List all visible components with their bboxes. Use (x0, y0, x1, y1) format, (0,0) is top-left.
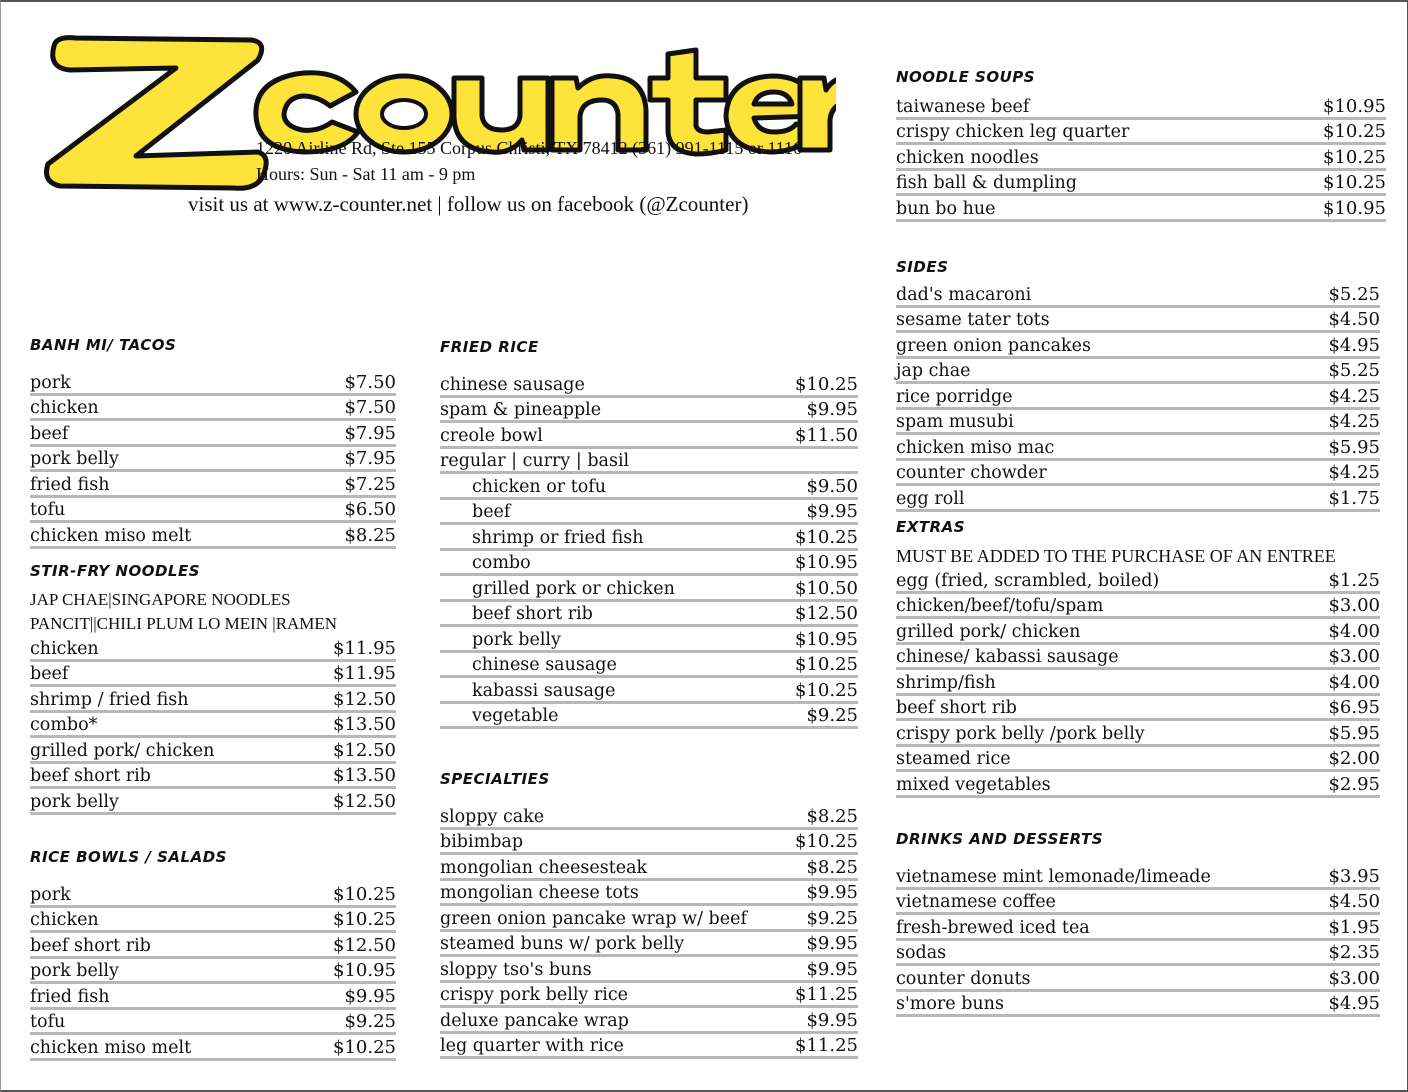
menu-item-name: crispy pork belly rice (440, 985, 628, 1005)
menu-item-row (440, 653, 858, 679)
menu-item-name: pork belly (472, 629, 561, 650)
menu-item-row (440, 372, 858, 398)
menu-item-price: $10.25 (1323, 172, 1386, 193)
section-note: PANCIT||CHILI PLUM LO MEIN |RAMEN (30, 614, 338, 633)
menu-item-row (440, 525, 858, 551)
menu-item-price: $4.95 (1328, 993, 1380, 1014)
menu-item-name: chicken or tofu (472, 476, 607, 497)
menu-item-price: $11.95 (333, 637, 396, 659)
menu-item-name: counter donuts (896, 968, 1031, 989)
menu-item-name: chicken/beef/tofu/spam (896, 596, 1104, 616)
menu-item-name: steamed rice (896, 749, 1011, 769)
menu-item-row (30, 789, 396, 815)
menu-item-name: leg quarter with rice (440, 1036, 624, 1056)
menu-item-row (440, 804, 858, 830)
menu-item-row (440, 1034, 858, 1060)
menu-item-row (440, 423, 858, 449)
menu-item-name: chicken noodles (896, 147, 1039, 168)
section-stir-fry (30, 562, 396, 815)
menu-item-row (896, 721, 1380, 747)
menu-item-price: $7.50 (344, 371, 396, 393)
menu-item-price: $4.00 (1328, 671, 1380, 693)
menu-item-row (30, 738, 396, 764)
menu-item-price: $7.25 (344, 473, 396, 495)
menu-item-name: crispy pork belly /pork belly (896, 723, 1145, 744)
menu-item-row (30, 662, 396, 688)
menu-item-price: $7.95 (344, 448, 396, 469)
section-title: EXTRAS (896, 518, 966, 536)
menu-item-row (896, 619, 1380, 645)
menu-item-row (440, 602, 858, 628)
menu-item-row (896, 966, 1380, 992)
menu-item-row (896, 384, 1380, 410)
menu-item-row (440, 449, 858, 475)
menu-item-name: shrimp / fried fish (30, 689, 189, 710)
menu-item-name: jap chae (896, 361, 971, 381)
menu-item-row (440, 704, 858, 730)
menu-item-price: $4.25 (1328, 462, 1380, 483)
menu-item-row (30, 472, 396, 498)
menu-item-row (440, 1008, 858, 1034)
menu-item-name: beef short rib (30, 935, 151, 956)
menu-item-row (896, 282, 1380, 308)
menu-item-name: spam & pineapple (440, 400, 602, 420)
menu-item-name: beef short rib (896, 698, 1017, 718)
menu-item-price: $5.95 (1328, 722, 1380, 744)
menu-item-row (440, 906, 858, 932)
menu-item-row (440, 983, 858, 1009)
menu-item-price: $10.95 (1323, 197, 1386, 219)
menu-item-price: $10.25 (795, 679, 858, 701)
menu-item-row (30, 908, 396, 934)
menu-item-price: $9.95 (806, 933, 858, 954)
menu-item-row (30, 984, 396, 1010)
menu-item-name: fried fish (30, 986, 110, 1007)
menu-item-row (896, 915, 1380, 941)
menu-item-name: chicken miso melt (30, 525, 192, 546)
menu-item-price: $3.95 (1328, 865, 1380, 887)
menu-item-name: kabassi sausage (472, 680, 616, 701)
menu-item-price: $9.25 (806, 907, 858, 929)
section-note: JAP CHAE|SINGAPORE NOODLES (30, 590, 291, 609)
menu-item-name: green onion pancakes (896, 335, 1091, 356)
menu-item-name: vietnamese mint lemonade/limeade (896, 866, 1211, 887)
menu-item-price: $2.00 (1328, 748, 1380, 769)
section-note: MUST BE ADDED TO THE PURCHASE OF AN ENTREE (896, 546, 1336, 566)
menu-item-row (896, 171, 1386, 197)
menu-item-price: $9.95 (806, 882, 858, 903)
section-title: SPECIALTIES (440, 770, 550, 788)
menu-item-row (440, 678, 858, 704)
menu-item-row (440, 855, 858, 881)
menu-item-price: $10.25 (795, 654, 858, 675)
menu-item-price: $10.25 (795, 526, 858, 548)
menu-item-row (440, 551, 858, 577)
menu-item-name: pork belly (30, 449, 119, 469)
section-sides (896, 258, 1380, 512)
menu-item-row (440, 627, 858, 653)
menu-item-row (440, 932, 858, 958)
menu-item-price: $13.50 (333, 765, 396, 786)
menu-item-price: $8.25 (344, 524, 396, 546)
menu-item-name: creole bowl (440, 425, 543, 446)
menu-item-row (896, 435, 1380, 461)
menu-item-price: $12.50 (333, 934, 396, 956)
menu-item-name: pork (30, 372, 71, 393)
menu-item-row (30, 1010, 396, 1036)
menu-item-row (896, 486, 1380, 512)
menu-item-name: sloppy cake (440, 806, 545, 827)
menu-item-name: crispy chicken leg quarter (896, 122, 1130, 142)
menu-item-name: chicken (30, 638, 99, 659)
menu-item-price: $10.95 (1323, 95, 1386, 117)
menu-item-price: $4.00 (1328, 620, 1380, 642)
menu-item-name: egg roll (896, 488, 965, 509)
menu-item-price: $8.25 (806, 856, 858, 878)
menu-item-row (896, 145, 1386, 171)
menu-item-row (30, 498, 396, 524)
menu-item-name: shrimp/fish (896, 672, 996, 693)
menu-item-price: $10.95 (795, 628, 858, 650)
menu-item-price: $4.50 (1328, 309, 1380, 330)
menu-item-price: $9.95 (806, 958, 858, 980)
menu-item-price: $10.50 (795, 577, 858, 599)
menu-item-row (896, 645, 1380, 671)
menu-item-name: grilled pork or chicken (472, 578, 675, 599)
menu-item-price: $10.95 (795, 552, 858, 573)
menu-item-name: steamed buns w/ pork belly (440, 934, 685, 954)
menu-item-price: $4.25 (1328, 411, 1380, 432)
menu-item-price: $12.50 (333, 688, 396, 710)
menu-item-row (896, 196, 1386, 222)
menu-item-price: $8.25 (806, 805, 858, 827)
menu-item-name: chicken miso melt (30, 1037, 192, 1058)
menu-item-name: taiwanese beef (896, 96, 1030, 117)
menu-item-price: $2.35 (1328, 942, 1380, 963)
menu-item-price: $11.25 (795, 984, 858, 1005)
menu-item-price: $3.00 (1328, 646, 1380, 667)
menu-item-name: fried fish (30, 474, 110, 495)
menu-item-name: fresh-brewed iced tea (896, 917, 1090, 938)
menu-item-price: $10.25 (333, 883, 396, 905)
menu-item-price: $9.95 (806, 399, 858, 420)
menu-item-row (896, 890, 1380, 916)
menu-item-name: dad's macaroni (896, 284, 1032, 305)
menu-item-row (896, 941, 1380, 967)
menu-item-name: sodas (896, 943, 947, 963)
menu-item-price: $10.25 (333, 909, 396, 930)
menu-item-name: sesame tater tots (896, 310, 1050, 330)
menu-item-row (30, 447, 396, 473)
menu-item-row (440, 881, 858, 907)
menu-item-price: $1.95 (1328, 916, 1380, 938)
menu-item-row (896, 864, 1380, 890)
menu-item-price: $12.50 (333, 739, 396, 761)
menu-item-price: $9.95 (806, 1009, 858, 1031)
menu-item-name: vegetable (472, 706, 559, 726)
menu-item-name: grilled pork/ chicken (896, 621, 1081, 642)
menu-item-row (896, 696, 1380, 722)
menu-item-row (896, 568, 1380, 594)
menu-item-row (30, 1035, 396, 1061)
menu-item-price: $7.95 (344, 422, 396, 444)
menu-item-name: beef (472, 502, 511, 522)
section-title: RICE BOWLS / SALADS (30, 848, 227, 866)
menu-item-price: $9.95 (806, 501, 858, 522)
menu-item-name: deluxe pancake wrap (440, 1010, 629, 1031)
menu-item-price: $10.25 (795, 373, 858, 395)
menu-item-price: $9.25 (806, 705, 858, 726)
menu-item-row (30, 959, 396, 985)
menu-item-price: $11.95 (333, 663, 396, 684)
website-facebook-line: visit us at www.z-counter.net | follow us on facebook (@Zcounter) (188, 192, 749, 216)
menu-item-name: counter chowder (896, 463, 1047, 483)
menu-item-price: $6.95 (1328, 697, 1380, 718)
menu-item-row (30, 396, 396, 422)
menu-item-name: s'more buns (896, 994, 1004, 1014)
menu-item-price: $11.50 (795, 424, 858, 446)
menu-item-row (896, 772, 1380, 798)
menu-item-price: $12.50 (333, 790, 396, 812)
menu-item-price: $6.50 (344, 499, 396, 520)
menu-item-price: $1.25 (1328, 569, 1380, 591)
menu-item-price: $10.95 (333, 960, 396, 981)
section-banh-mi (30, 336, 396, 549)
menu-item-name: beef short rib (472, 604, 593, 624)
menu-item-name: tofu (30, 1012, 66, 1032)
menu-item-name: shrimp or fried fish (472, 527, 644, 548)
section-title: SIDES (896, 258, 949, 276)
menu-item-row (896, 359, 1380, 385)
menu-item-name: sloppy tso's buns (440, 959, 592, 980)
menu-item-price: $10.25 (795, 831, 858, 852)
menu-item-row (896, 410, 1380, 436)
address: 1220 Airline Rd, Ste 155 Corpus Christi, TX 78412 (361) 991-1115 or 1116 (256, 138, 802, 158)
menu-item-name: grilled pork/ chicken (30, 740, 215, 761)
menu-item-row (896, 670, 1380, 696)
menu-item-name: fish ball & dumpling (896, 173, 1077, 193)
menu-item-name: beef (30, 423, 69, 444)
menu-item-price: $12.50 (795, 603, 858, 624)
section-title: NOODLE SOUPS (896, 68, 1036, 86)
menu-item-price: $4.50 (1328, 891, 1380, 912)
menu-item-name: vietnamese coffee (896, 892, 1056, 912)
menu-item-row (896, 594, 1380, 620)
menu-item-name: pork belly (30, 961, 119, 981)
menu-item-price: $13.50 (333, 714, 396, 735)
menu-item-name: pork belly (30, 791, 119, 812)
menu-item-price: $3.00 (1328, 967, 1380, 989)
menu-item-name: chicken miso mac (896, 437, 1055, 458)
hours: Hours: Sun - Sat 11 am - 9 pm (256, 164, 476, 184)
menu-item-name: tofu (30, 500, 66, 520)
menu-item-row (30, 523, 396, 549)
menu-item-row (30, 687, 396, 713)
menu-item-price: $4.95 (1328, 334, 1380, 356)
menu-item-row (440, 957, 858, 983)
menu-item-price: $10.25 (333, 1036, 396, 1058)
section-title: BANH MI/ TACOS (30, 336, 177, 354)
section-rice-bowls (30, 848, 396, 1061)
section-specialties (440, 770, 858, 1059)
section-title: STIR-FRY NOODLES (30, 562, 201, 580)
menu-item-name: mongolian cheese tots (440, 883, 639, 903)
menu-item-name: combo* (30, 715, 98, 735)
menu-item-name: beef (30, 664, 69, 684)
menu-item-price: $9.50 (806, 475, 858, 497)
menu-item-row (30, 636, 396, 662)
menu-item-name: rice porridge (896, 386, 1013, 407)
menu-item-row (30, 713, 396, 739)
menu-item-row (30, 764, 396, 790)
menu-item-name: green onion pancake wrap w/ beef (440, 908, 747, 929)
menu-item-name: chicken (30, 398, 99, 418)
menu-item-name: pork (30, 884, 71, 905)
menu-item-row (896, 120, 1386, 146)
menu-item-price: $5.95 (1328, 436, 1380, 458)
menu-item-price: $7.50 (344, 397, 396, 418)
menu-item-price: $5.25 (1328, 360, 1380, 381)
menu-item-name: chinese/ kabassi sausage (896, 647, 1119, 667)
menu-item-name: bun bo hue (896, 198, 996, 219)
menu-item-price: $2.95 (1328, 773, 1380, 795)
menu-item-name: bibimbap (440, 832, 524, 852)
menu-item-price: $10.25 (1323, 121, 1386, 142)
menu-item-name: chinese sausage (472, 655, 617, 675)
section-extras (896, 518, 1380, 798)
menu-item-row (896, 333, 1380, 359)
menu-item-row (440, 474, 858, 500)
menu-item-name: chicken (30, 910, 99, 930)
menu-item-row (896, 461, 1380, 487)
menu-item-row (440, 398, 858, 424)
section-title: DRINKS AND DESSERTS (896, 830, 1104, 848)
section-title: FRIED RICE (440, 338, 539, 356)
menu-item-price: $9.95 (344, 985, 396, 1007)
menu-item-name: spam musubi (896, 412, 1014, 432)
menu-item-price: $9.25 (344, 1011, 396, 1032)
menu-item-row (440, 500, 858, 526)
menu-item-row (30, 370, 396, 396)
section-drinks (896, 830, 1380, 1017)
menu-item-name: beef short rib (30, 766, 151, 786)
section-noodle-soups (896, 68, 1386, 222)
menu-item-row (896, 308, 1380, 334)
menu-item-row (896, 747, 1380, 773)
menu-item-name: egg (fried, scrambled, boiled) (896, 570, 1160, 591)
menu-item-name: chinese sausage (440, 374, 585, 395)
menu-item-price: $10.25 (1323, 146, 1386, 168)
menu-item-row (440, 830, 858, 856)
menu-item-price: $1.75 (1328, 487, 1380, 509)
menu-item-name: mongolian cheesesteak (440, 857, 648, 878)
menu-item-row (896, 992, 1380, 1018)
menu-item-row (30, 421, 396, 447)
menu-item-name: combo (472, 553, 531, 573)
menu-item-row (440, 576, 858, 602)
menu-item-price: $3.00 (1328, 595, 1380, 616)
menu-item-price: $4.25 (1328, 385, 1380, 407)
menu-item-row (30, 933, 396, 959)
menu-item-price: $11.25 (795, 1035, 858, 1056)
menu-item-row (896, 94, 1386, 120)
menu-item-price: $5.25 (1328, 283, 1380, 305)
menu-item-name: regular | curry | basil (440, 451, 630, 471)
section-fried-rice (440, 338, 858, 729)
menu-item-name: mixed vegetables (896, 774, 1051, 795)
menu-item-row (30, 882, 396, 908)
